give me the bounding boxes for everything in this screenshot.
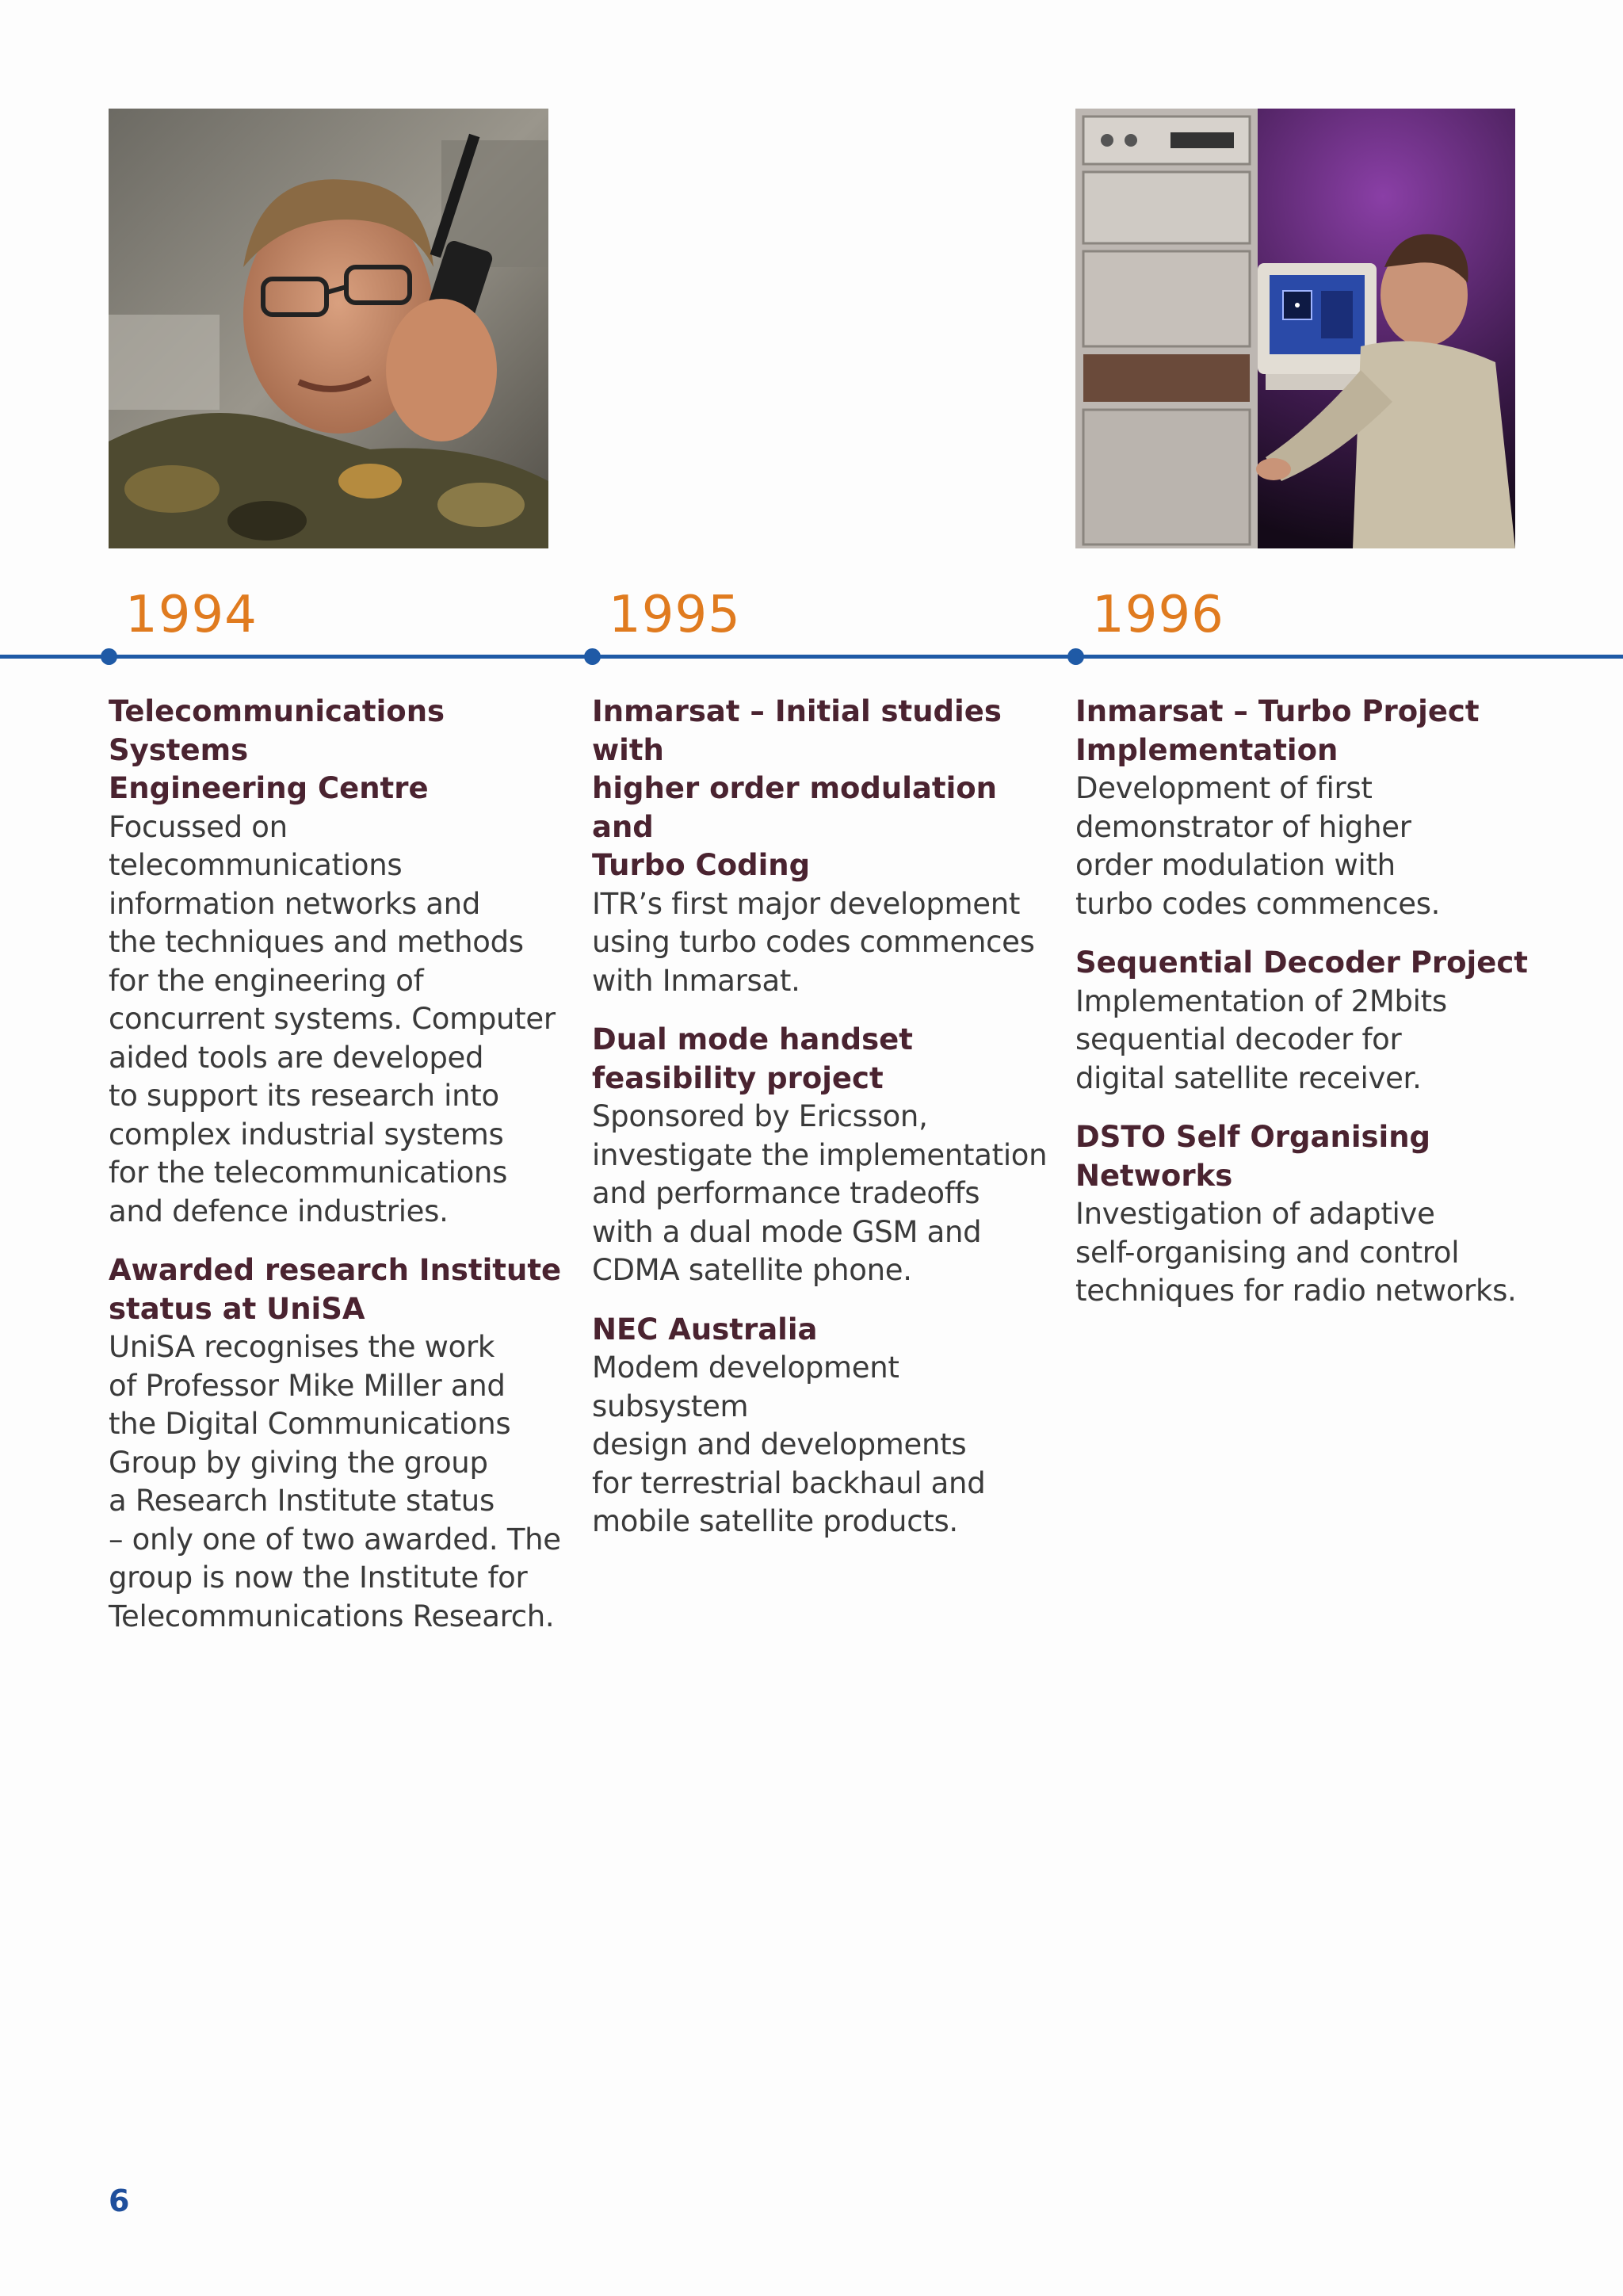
photo-man-with-satellite-phone-icon [109, 109, 548, 548]
entry-body: ITR’s first major development using turbo codes commences with Inmarsat. [592, 886, 1035, 998]
timeline-marker-1996 [1067, 648, 1084, 665]
timeline-column-1995 [592, 693, 1052, 1562]
timeline-entry [1075, 944, 1535, 1098]
timeline-entry [109, 693, 568, 1231]
entry-body: Investigation of adaptive self-organising and control techniques for radio networks. [1075, 1197, 1517, 1308]
timeline-column-1996 [1075, 693, 1535, 1331]
timeline-entry [1075, 1118, 1535, 1311]
entry-body: UniSA recognises the work of Professor Mike Miller and the Digital Communications Group by giving the group a Research Institute status – only one of two awarded. The group is now the Institute for Telecommunications Research. [109, 1330, 561, 1633]
entry-body: Sponsored by Ericsson, investigate the implementation and performance tradeoffs with a dual mode GSM and CDMA satellite phone. [592, 1099, 1048, 1287]
timeline-entry [592, 1311, 1052, 1541]
entry-title: Awarded research Institute status at UniSA [109, 1253, 562, 1326]
photo-engineer-at-lab-equipment-icon [1075, 109, 1515, 548]
entry-body: Focussed on telecommunications information networks and the techniques and methods for the engineering of concurrent systems. Computer aided tools are developed to support its research into complex industrial systems for the telecommunications and defence industries. [109, 809, 556, 1228]
year-1994: 1994 [125, 586, 258, 644]
entry-body: Development of first demonstrator of higher order modulation with turbo codes commences. [1075, 771, 1441, 921]
entry-body: Implementation of 2Mbits sequential decoder for digital satellite receiver. [1075, 984, 1447, 1095]
timeline-marker-1994 [101, 648, 117, 665]
page-number: 6 [109, 2183, 130, 2218]
entry-title: Inmarsat – Turbo Project Implementation [1075, 694, 1480, 767]
photo-man-with-satellite-phone [109, 109, 548, 548]
entry-title: Dual mode handset feasibility project [592, 1022, 913, 1095]
timeline-column-1994 [109, 693, 568, 1656]
timeline-entry [592, 693, 1052, 1000]
timeline-line [0, 655, 1623, 659]
year-1995: 1995 [609, 586, 741, 644]
entry-title: NEC Australia [592, 1312, 818, 1347]
timeline-entry [1075, 693, 1535, 923]
timeline-entry [109, 1251, 568, 1636]
year-1996: 1996 [1092, 586, 1224, 644]
entry-title: Sequential Decoder Project [1075, 946, 1528, 980]
entry-title: Telecommunications Systems Engineering Centre [109, 694, 445, 805]
entry-title: Inmarsat – Initial studies with higher order modulation and Turbo Coding [592, 694, 1002, 882]
timeline-entry [592, 1021, 1052, 1290]
entry-title: DSTO Self Organising Networks [1075, 1120, 1431, 1193]
entry-body: Modem development subsystem design and developments for terrestrial backhaul and mobile satellite products. [592, 1350, 986, 1538]
photo-engineer-at-lab-equipment [1075, 109, 1515, 548]
timeline-marker-1995 [584, 648, 601, 665]
